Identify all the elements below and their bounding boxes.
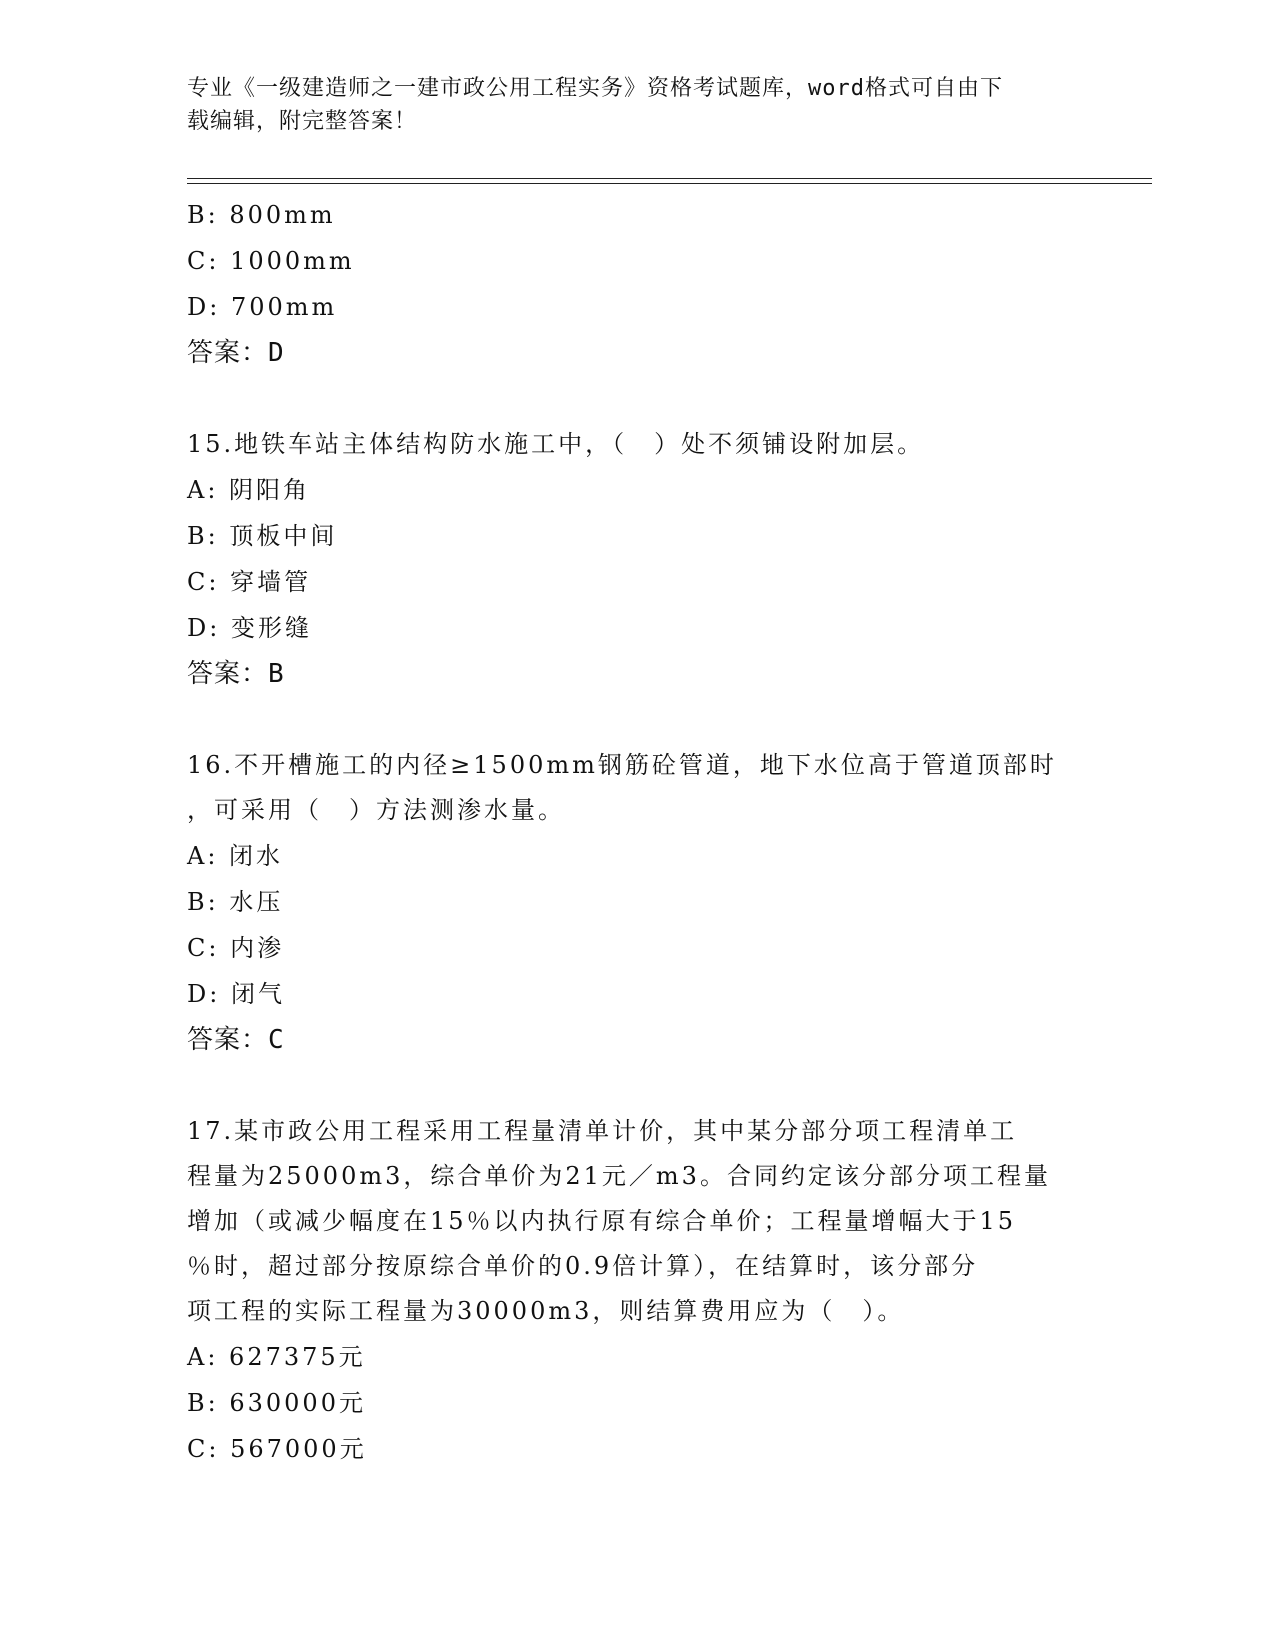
option-a: A: 627375元 <box>187 1343 366 1371</box>
option-d: D: 闭气 <box>187 980 285 1008</box>
question-stem <box>187 422 1087 467</box>
option-c: C: 1000mm <box>187 247 355 275</box>
option-c: C: 567000元 <box>187 1435 367 1463</box>
answer-line: 答案：D <box>187 338 285 368</box>
header-rule-top <box>187 178 1152 179</box>
option-b: B: 顶板中间 <box>187 522 338 550</box>
header-rule-bottom <box>187 183 1152 184</box>
option-a: A: 阴阳角 <box>187 476 311 504</box>
question-stem <box>187 743 1087 833</box>
stem-line: 增加（或减少幅度在15％以内执行原有综合单价；工程量增幅大于15 <box>187 1207 1017 1235</box>
question-15 <box>187 422 1087 697</box>
stem-line: 16.不开槽施工的内径≥1500mm钢筋砼管道，地下水位高于管道顶部时 <box>187 751 1057 779</box>
question-stem <box>187 1109 1087 1334</box>
option-d: D: 变形缝 <box>187 614 312 642</box>
stem-line: ％时，超过部分按原综合单价的0.9倍计算），在结算时，该分部分 <box>187 1252 979 1280</box>
stem-line: 17.某市政公用工程采用工程量清单计价，其中某分部分项工程清单工 <box>187 1117 1018 1145</box>
prev-question <box>187 192 1087 376</box>
option-b: B: 800mm <box>187 201 336 229</box>
document-header <box>187 72 1067 138</box>
stem-line: ，可采用（ ）方法测渗水量。 <box>187 796 565 824</box>
option-b: B: 水压 <box>187 888 284 916</box>
question-17 <box>187 1109 1087 1472</box>
option-b: B: 630000元 <box>187 1389 366 1417</box>
option-c: C: 穿墙管 <box>187 568 312 596</box>
answer-line: 答案：B <box>187 659 285 689</box>
stem-line: 程量为25000m3，综合单价为21元／m3。合同约定该分部分项工程量 <box>187 1162 1051 1190</box>
answer-line: 答案：C <box>187 1025 285 1055</box>
stem-line: 项工程的实际工程量为30000m3，则结算费用应为（ ）。 <box>187 1297 905 1325</box>
option-a: A: 闭水 <box>187 842 284 870</box>
option-c: C: 内渗 <box>187 934 285 962</box>
header-line-1: 专业《一级建造师之一建市政公用工程实务》资格考试题库，word格式可自由下 <box>187 76 1003 101</box>
header-line-2: 载编辑，附完整答案！ <box>187 109 418 134</box>
question-content <box>187 192 1087 1472</box>
option-d: D: 700mm <box>187 293 338 321</box>
stem-line: 15.地铁车站主体结构防水施工中，（ ）处不须铺设附加层。 <box>187 430 925 458</box>
question-16 <box>187 743 1087 1063</box>
